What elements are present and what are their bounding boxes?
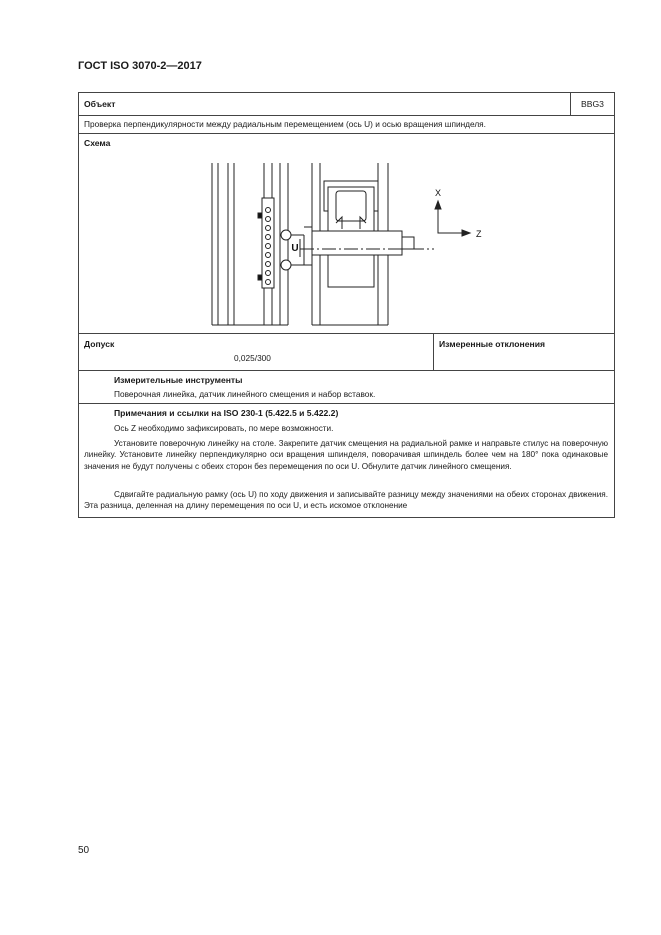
notes-paragraph-1: Ось Z необходимо зафиксировать, по мере возможности. — [114, 424, 334, 433]
notes-paragraph-2: Установите поверочную линейку на столе. Закрепите датчик смещения на радиальной рамке и направьте стилус на поверочную линейку. Установите линейку перпендикулярно оси вращения шпинделя, поворачивая шпиндель более чем на 180° пока одинаковые значения не будут получены с обеих сторон без перемещения по оси U. Обнулите датчик линейного смещения. — [84, 439, 608, 471]
object-description: Проверка перпендикулярности между радиальным перемещением (ось U) и осью вращения шпинделя. — [84, 119, 486, 129]
notes-label: Примечания и ссылки на ISO 230-1 (5.422.5 и 5.422.2) — [114, 408, 339, 418]
u-axis-label: U — [291, 243, 299, 254]
instruments-text: Поверочная линейка, датчик линейного смещения и набор вставок. — [114, 389, 376, 399]
x-axis-label: X — [434, 188, 442, 198]
row-divider — [79, 333, 614, 334]
notes-paragraph-3: Сдвигайте радиальную рамку (ось U) по ходу движения и записывайте разницу между значениями на обеих сторонах движения. Эта разница, деленная на длину перемещения по оси U, и есть искомое отклонение — [84, 490, 608, 511]
object-label: Объект — [84, 99, 116, 109]
standard-title: ГОСТ ISO 3070-2—2017 — [78, 60, 202, 72]
row-divider — [79, 133, 614, 134]
row-divider — [79, 403, 614, 404]
radial-frame — [212, 163, 288, 325]
dial-indicator-bottom — [281, 260, 291, 270]
column-divider — [433, 333, 434, 370]
measured-deviations-label: Измеренные отклонения — [439, 339, 545, 349]
z-axis-label: Z — [476, 229, 482, 239]
row-divider — [79, 115, 614, 116]
instruments-label: Измерительные инструменты — [114, 375, 243, 385]
tolerance-label: Допуск — [84, 339, 115, 349]
test-code: BBG3 — [570, 93, 614, 115]
scheme-label: Схема — [84, 138, 111, 148]
tolerance-value: 0,025/300 — [234, 353, 271, 363]
row-divider — [79, 370, 614, 371]
inspection-table — [78, 92, 615, 518]
dial-indicator-top — [281, 230, 291, 240]
page-number: 50 — [78, 845, 90, 856]
scheme-diagram — [204, 153, 504, 333]
